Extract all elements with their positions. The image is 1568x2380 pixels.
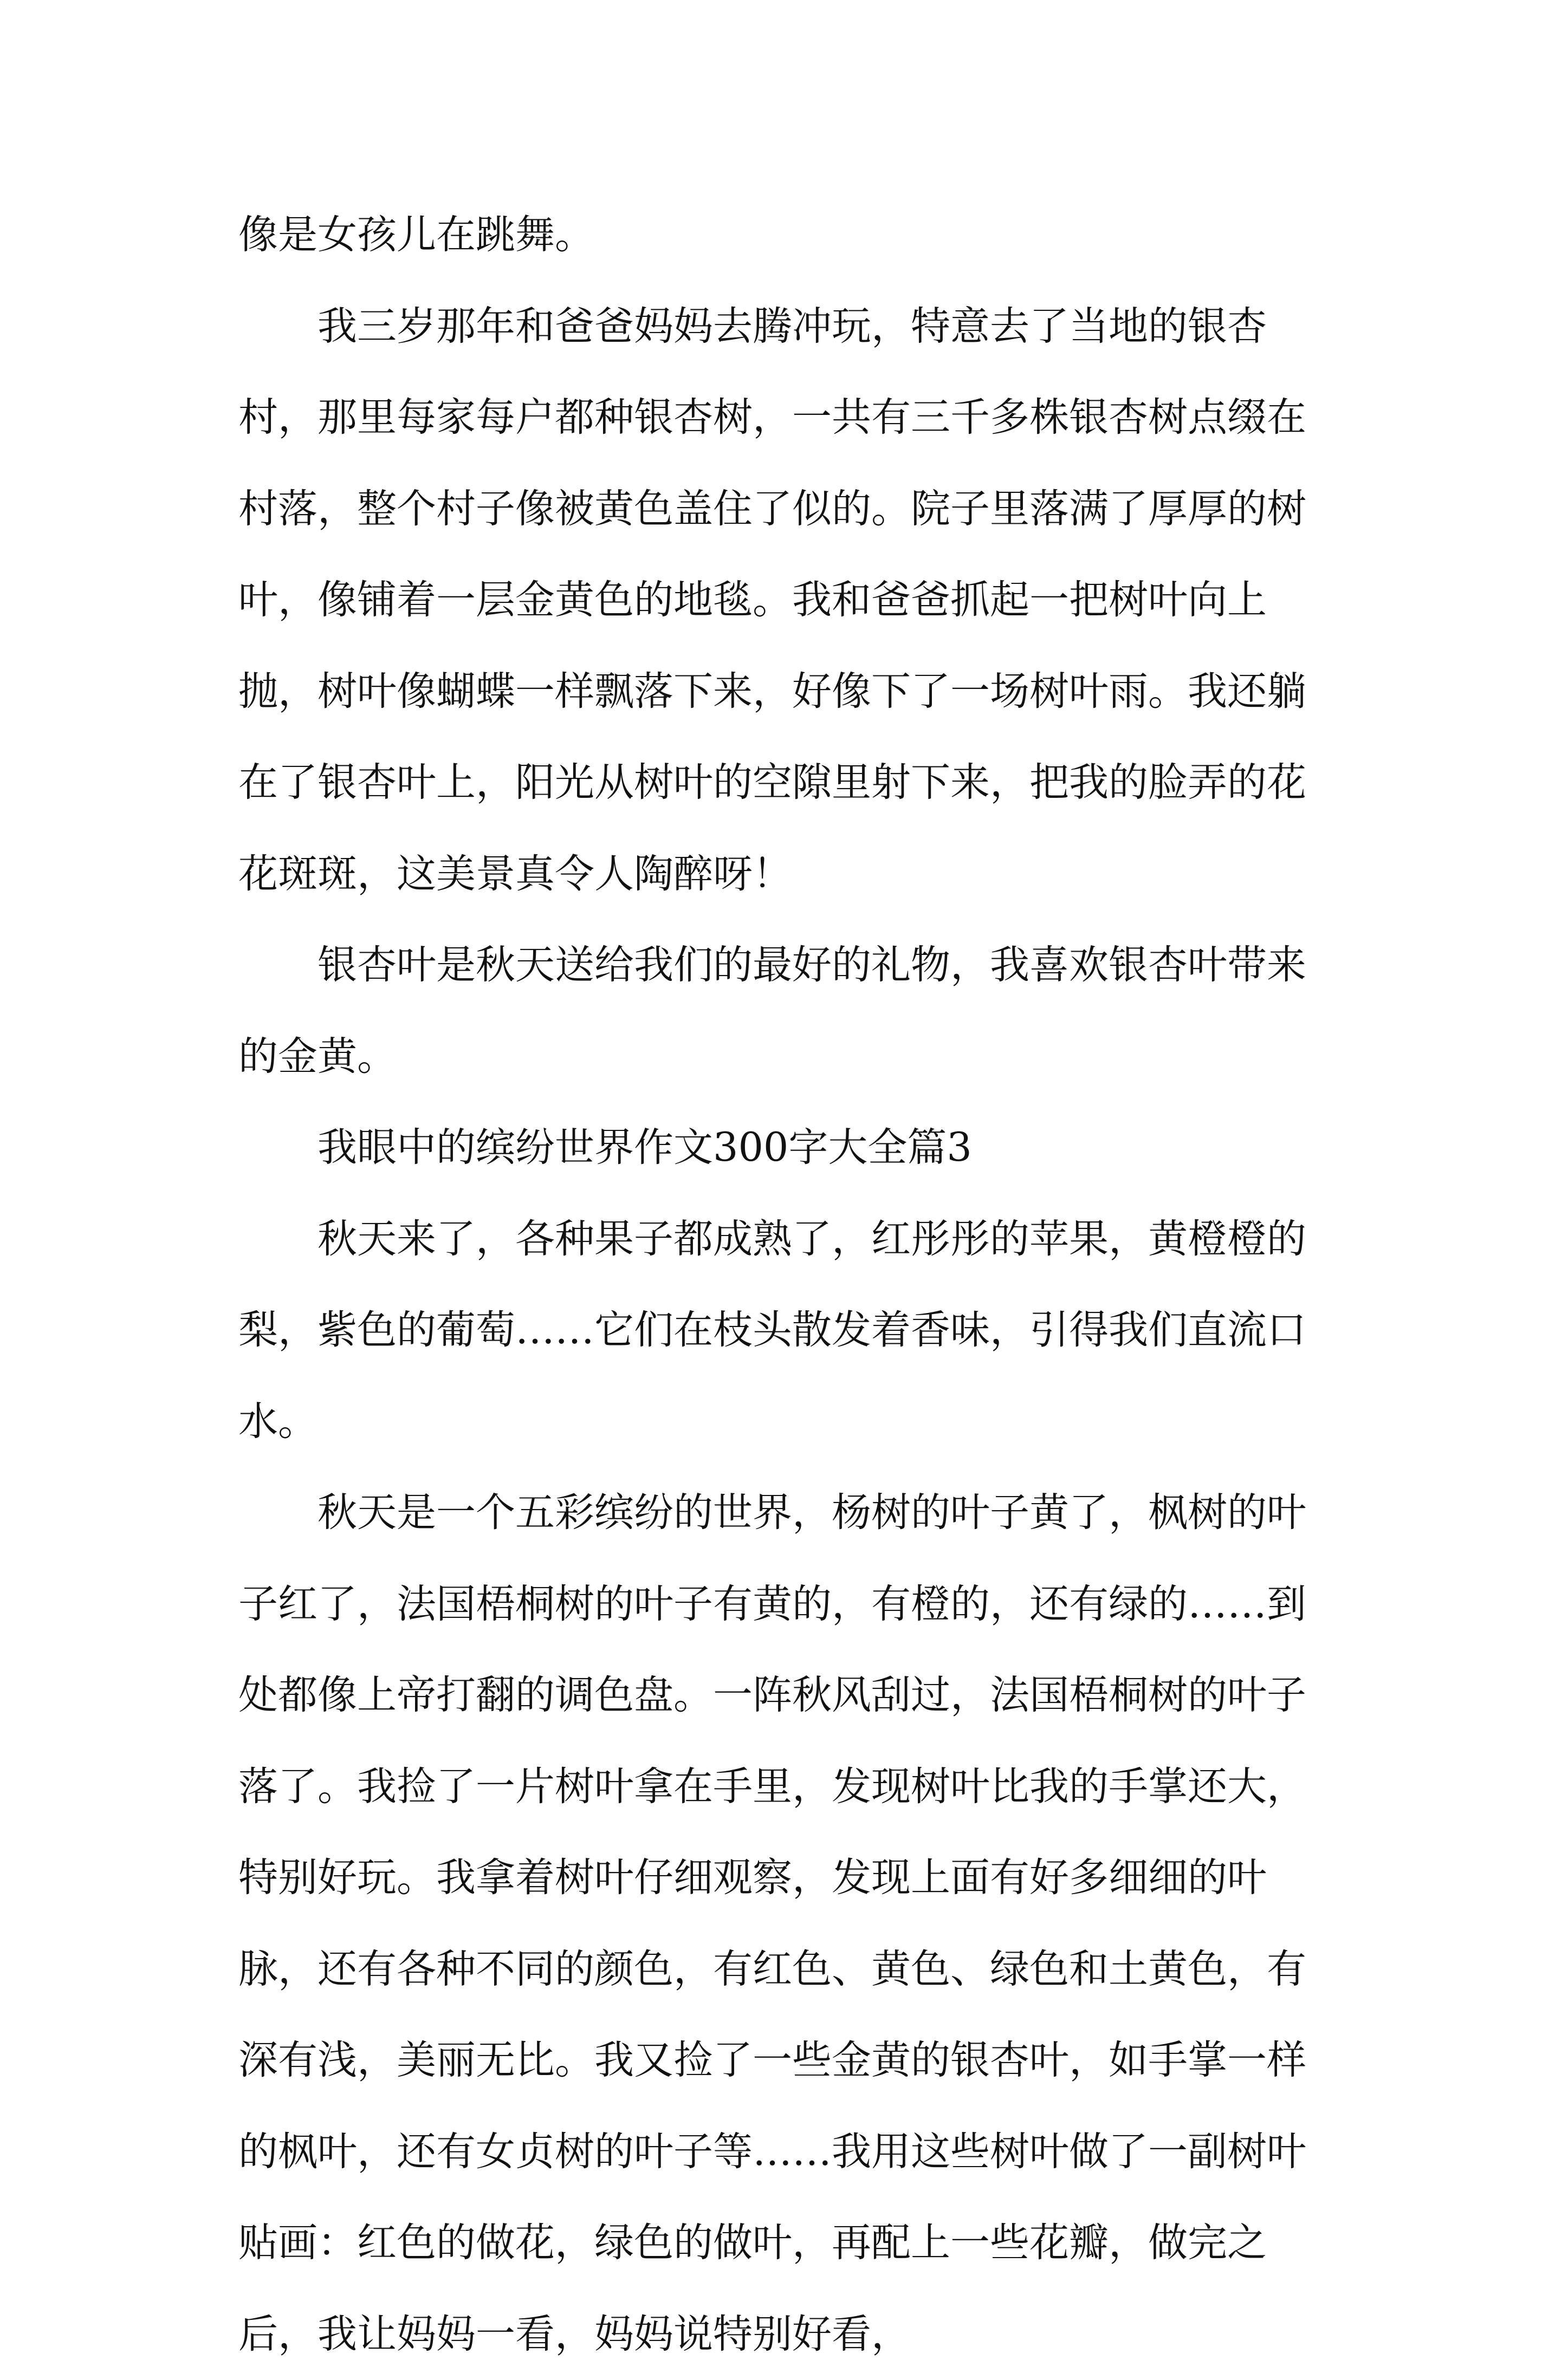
document-body: [238, 190, 1344, 2380]
paragraph-1: 像是女孩儿在跳舞。: [238, 212, 594, 258]
paragraph-5: 秋天来了，各种果子都成熟了，红彤彤的苹果，黄橙橙的梨，紫色的葡萄……它们在枝头散发着香味，引得我们直流口水。: [238, 1215, 1306, 1445]
section-heading: 我眼中的缤纷世界作文300字大全篇3: [318, 1124, 972, 1171]
paragraph-3: 银杏叶是秋天送给我们的最好的礼物，我喜欢银杏叶带来的金黄。: [238, 942, 1306, 1080]
paragraph-6: 秋天是一个五彩缤纷的世界，杨树的叶子黄了，枫树的叶子红了，法国梧桐树的叶子有黄的，有橙的，还有绿的……到处都像上帝打翻的调色盘。一阵秋风刮过，法国梧桐树的叶子落了。我捡了一片树叶拿在手里，发现树叶比我的手掌还大，特别好玩。我拿着树叶仔细观察，发现上面有好多细细的叶脉，还有各种不同的颜色，有红色、黄色、绿色和土黄色，有深有浅，美丽无比。我又捡了一些金黄的银杏叶，如手掌一样的枫叶，还有女贞树的叶子等……我用这些树叶做了一副树叶贴画：红色的做花，绿色的做叶，再配上一些花瓣，做完之后，我让妈妈一看，妈妈说特别好看，: [238, 1490, 1306, 2357]
paragraph-2: 我三岁那年和爸爸妈妈去腾冲玩，特意去了当地的银杏村，那里每家每户都种银杏树，一共有三千多株银杏树点缀在村落，整个村子像被黄色盖住了似的。院子里落满了厚厚的树叶，像铺着一层金黄色的地毯。我和爸爸抓起一把树叶向上抛，树叶像蝴蝶一样飘落下来，好像下了一场树叶雨。我还躺在了银杏叶上，阳光从树叶的空隙里射下来，把我的脸弄的花花斑斑，这美景真令人陶醉呀！: [238, 303, 1306, 897]
